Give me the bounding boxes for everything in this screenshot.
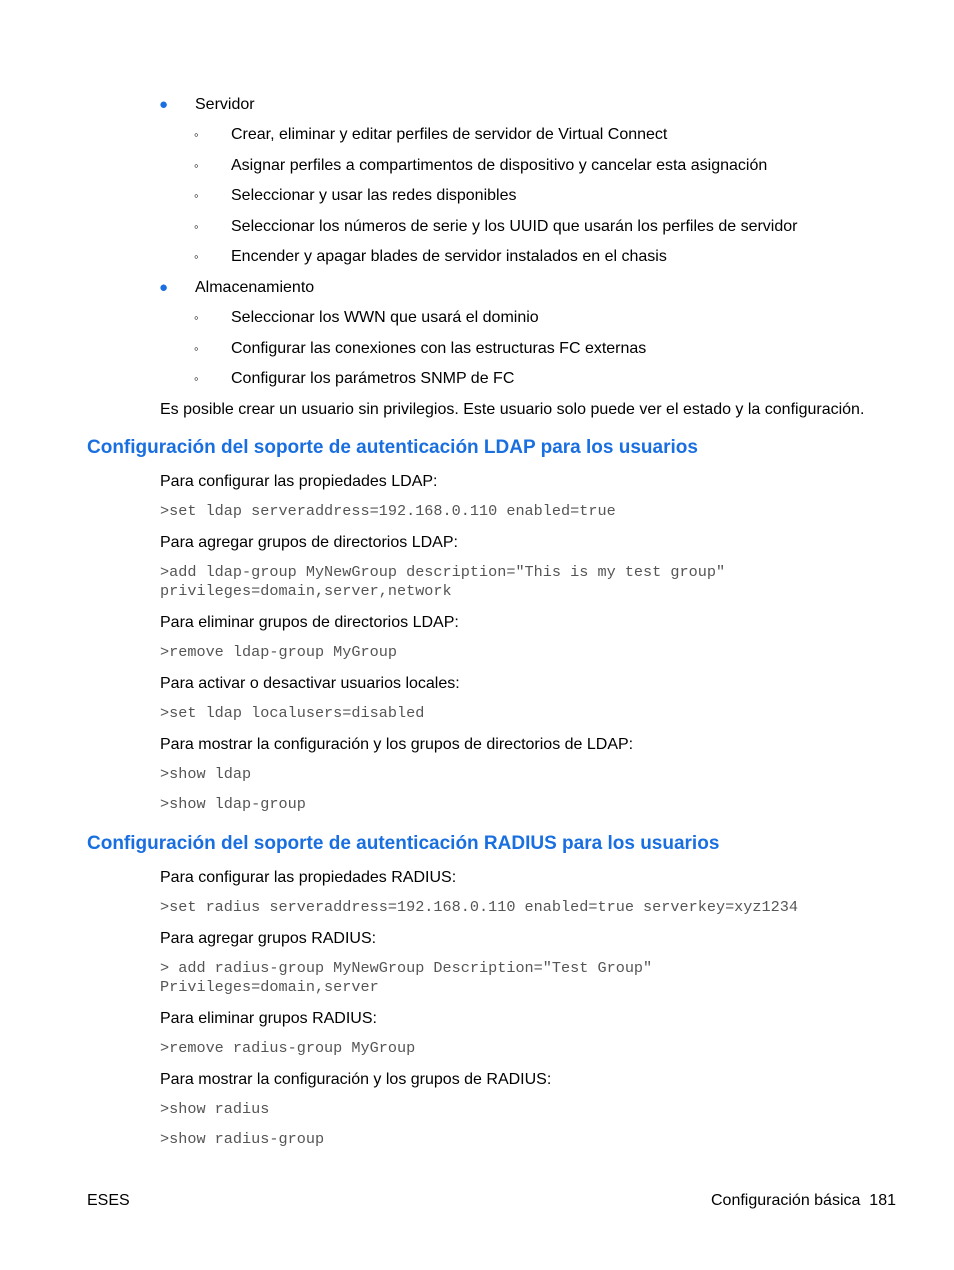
sub-list-item: Configurar los parámetros SNMP de FC [231,370,515,387]
intro-paragraph: Es posible crear un usuario sin privilegios. Este usuario solo puede ver el estado y la configuración. [160,401,865,418]
sub-list-item: Seleccionar los números de serie y los UUID que usarán los perfiles de servidor [231,218,798,235]
footer-right [711,1191,896,1211]
paragraph: Para mostrar la configuración y los grupos de RADIUS: [160,1071,552,1088]
paragraph: Para eliminar grupos de directorios LDAP: [160,614,459,631]
code-block: > add radius-group MyNewGroup Description="Test Group" Privileges=domain,server [160,959,653,996]
paragraph: Para agregar grupos RADIUS: [160,930,377,947]
sub-bullet-icon: ◦ [194,249,199,264]
bullet-icon: ● [159,96,169,113]
code-block: >set ldap localusers=disabled [160,704,425,722]
sub-list-item: Encender y apagar blades de servidor instalados en el chasis [231,248,667,265]
bullet-icon: ● [159,279,169,296]
code-block: >set ldap serveraddress=192.168.0.110 enabled=true [160,502,616,520]
sub-bullet-icon: ◦ [194,341,199,356]
code-block: >add ldap-group MyNewGroup description="This is my test group" privileges=domain,server,network [160,563,726,600]
sub-bullet-icon: ◦ [194,188,199,203]
paragraph: Para eliminar grupos RADIUS: [160,1010,377,1027]
paragraph: Para mostrar la configuración y los grupos de directorios de LDAP: [160,736,634,753]
sub-list-item: Seleccionar los WWN que usará el dominio [231,309,539,326]
code-block: >show radius-group [160,1130,325,1148]
code-block: >remove radius-group MyGroup [160,1039,416,1057]
sub-list-item: Asignar perfiles a compartimentos de dispositivo y cancelar esta asignación [231,157,768,174]
list-item-servidor: Servidor [195,96,255,113]
paragraph: Para agregar grupos de directorios LDAP: [160,534,458,551]
paragraph: Para configurar las propiedades LDAP: [160,473,438,490]
sub-bullet-icon: ◦ [194,371,199,386]
footer-section-title: Configuración básica [710,1192,861,1209]
code-block: >show ldap [160,765,252,783]
section-heading-radius: Configuración del soporte de autenticación RADIUS para los usuarios [87,833,720,854]
code-block: >show radius [160,1100,270,1118]
code-block: >set radius serveraddress=192.168.0.110 enabled=true serverkey=xyz1234 [160,898,798,916]
sub-bullet-icon: ◦ [194,310,199,325]
sub-bullet-icon: ◦ [194,158,199,173]
paragraph: Para configurar las propiedades RADIUS: [160,869,457,886]
sub-list-item: Seleccionar y usar las redes disponibles [231,187,517,204]
sub-bullet-icon: ◦ [194,219,199,234]
page-number: 181 [869,1192,896,1209]
code-block: >show ldap-group [160,795,306,813]
paragraph: Para activar o desactivar usuarios locales: [160,675,460,692]
section-heading-ldap: Configuración del soporte de autenticación LDAP para los usuarios [87,437,698,458]
sub-bullet-icon: ◦ [194,127,199,142]
sub-list-item: Configurar las conexiones con las estructuras FC externas [231,340,647,357]
code-block: >remove ldap-group MyGroup [160,643,397,661]
list-item-almacenamiento: Almacenamiento [195,279,315,296]
footer-left-label: ESES [87,1192,130,1209]
sub-list-item: Crear, eliminar y editar perfiles de servidor de Virtual Connect [231,126,668,143]
